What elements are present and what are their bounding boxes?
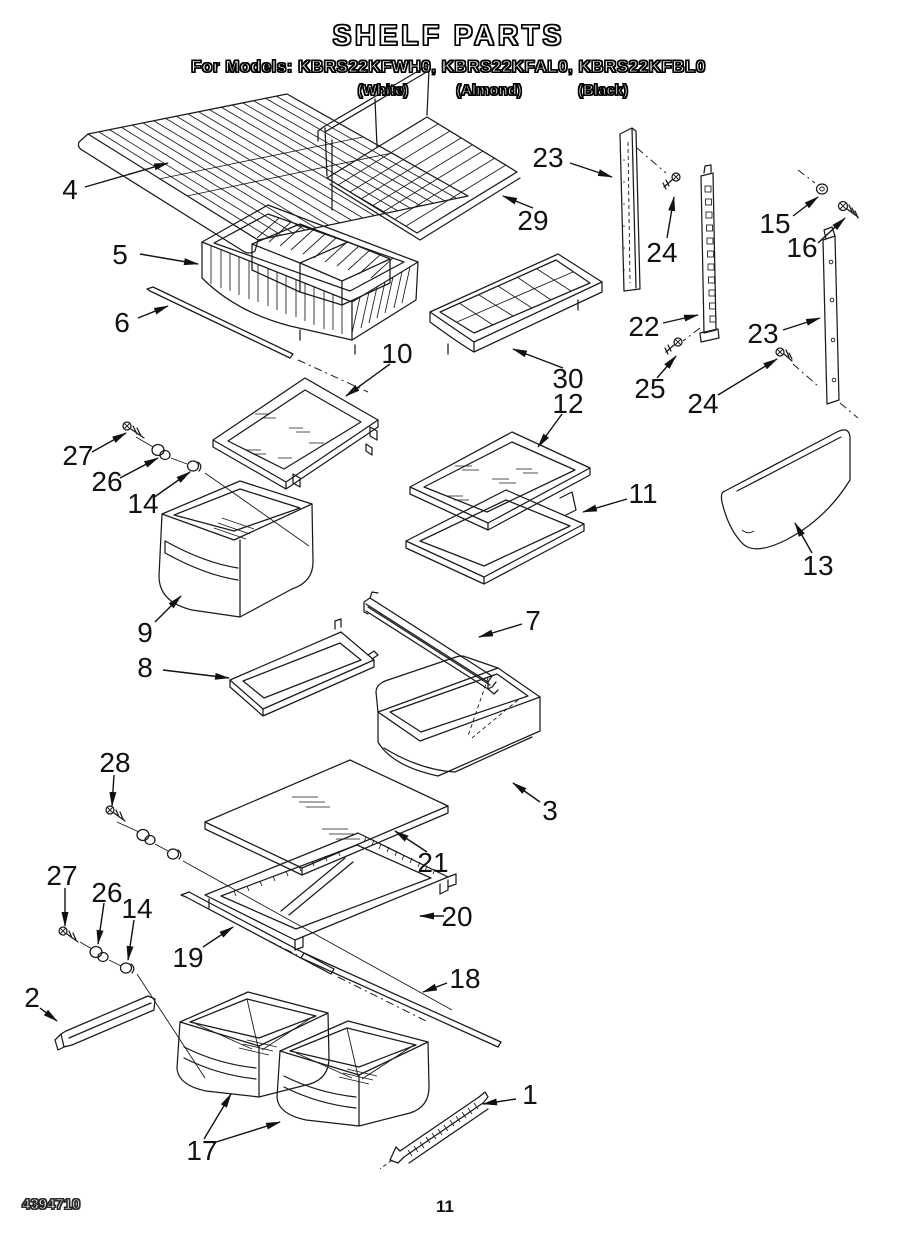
callout-1: 1 — [522, 1079, 538, 1110]
callout-22: 22 — [628, 311, 660, 342]
callout-23-top: 23 — [532, 142, 564, 173]
callout-17: 17 — [186, 1135, 218, 1166]
callout-18: 18 — [449, 963, 481, 994]
part-glass-shelf-10 — [213, 378, 378, 489]
callout-25: 25 — [634, 373, 666, 404]
screw-16-icon — [839, 202, 859, 219]
roller-26-mid-icon — [137, 830, 155, 845]
callout-8: 8 — [137, 652, 153, 683]
callout-5: 5 — [112, 239, 128, 270]
part-shelf-frame-8 — [230, 619, 378, 716]
callout-13: 13 — [802, 550, 834, 581]
color-label-white: (White) — [357, 82, 409, 99]
page-title: SHELF PARTS — [332, 20, 565, 52]
callout-21: 21 — [417, 847, 449, 878]
callout-6: 6 — [114, 307, 130, 338]
part-drawer-9 — [159, 481, 313, 617]
part-drawer-17b — [277, 1021, 429, 1126]
callout-14-lower: 14 — [121, 893, 153, 924]
part-rail-2 — [55, 996, 155, 1050]
part-panel-13 — [721, 430, 850, 549]
screw-24-upper-icon — [637, 148, 680, 189]
roller-26-lower-icon — [90, 947, 108, 962]
callout-15: 15 — [759, 208, 791, 239]
callout-9: 9 — [137, 617, 153, 648]
part-rod-19 — [181, 892, 428, 1022]
callout-2: 2 — [24, 982, 40, 1013]
callout-4: 4 — [62, 174, 78, 205]
roller-14-upper-icon — [188, 461, 201, 471]
callout-19: 19 — [172, 942, 204, 973]
part-rail-23-right — [823, 227, 858, 418]
callout-20: 20 — [441, 901, 473, 932]
callout-11: 11 — [628, 478, 658, 509]
models-line: For Models: KBRS22KFWH0, KBRS22KFAL0, KBRS22KFBL0 — [191, 57, 706, 76]
part-rail-22 — [700, 165, 719, 342]
callout-12: 12 — [552, 388, 584, 419]
washer-15-icon — [798, 170, 828, 194]
color-label-almond: (Almond) — [456, 82, 522, 99]
callout-14-upper: 14 — [127, 488, 159, 519]
part-trim-bar-7 — [364, 592, 498, 694]
callout-27-lower: 27 — [46, 860, 78, 891]
screw-24-lower-icon — [776, 348, 818, 386]
page-number: 11 — [436, 1197, 454, 1216]
callout-30: 30 — [552, 363, 584, 394]
callout-24-right: 24 — [687, 388, 719, 419]
document-number: 4394710 — [22, 1196, 81, 1213]
color-label-black: (Black) — [577, 82, 629, 99]
callout-10: 10 — [381, 338, 413, 369]
callout-24-top: 24 — [646, 237, 678, 268]
part-rail-1 — [380, 1092, 488, 1169]
part-wire-shelf-29 — [318, 64, 520, 240]
leader-lines — [80, 437, 452, 1078]
roller-14-lower-icon — [121, 963, 134, 973]
callout-3: 3 — [542, 795, 558, 826]
callout-16: 16 — [786, 232, 818, 263]
part-tray-3 — [376, 656, 540, 776]
callout-29: 29 — [517, 205, 549, 236]
part-ice-tray-30 — [430, 254, 602, 354]
callout-23-right: 23 — [747, 318, 779, 349]
screw-27-upper-icon — [123, 422, 144, 438]
callout-26-upper: 26 — [91, 466, 123, 497]
callout-27-upper: 27 — [62, 440, 94, 471]
part-glass-21 — [205, 760, 448, 875]
callout-26-lower: 26 — [91, 877, 123, 908]
roller-14-mid-icon — [168, 849, 181, 859]
screw-28-icon — [106, 806, 125, 821]
roller-26-upper-icon — [152, 445, 170, 460]
callout-7: 7 — [525, 605, 541, 636]
part-rail-23-left — [620, 128, 640, 291]
screw-25-icon — [665, 328, 700, 354]
screw-27-lower-icon — [59, 927, 78, 942]
callout-28: 28 — [99, 747, 131, 778]
